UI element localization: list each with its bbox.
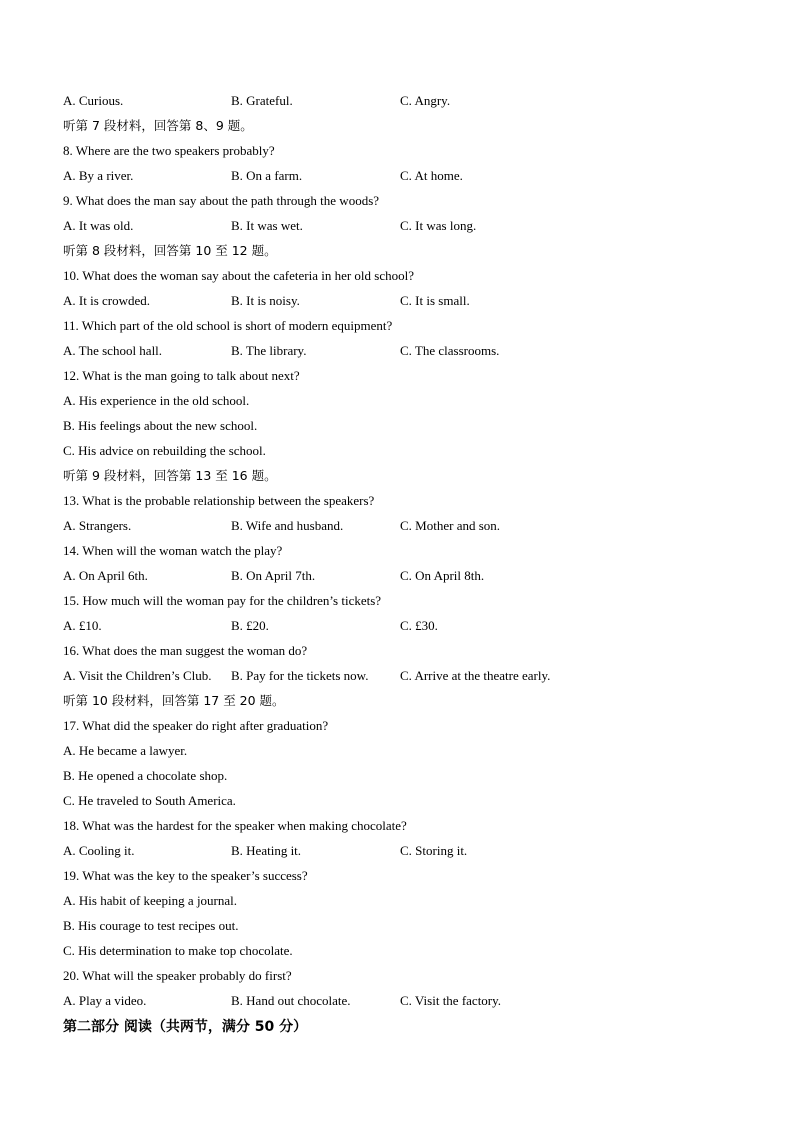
option-b: B. Pay for the tickets now. [231, 668, 369, 683]
option-b: B. It is noisy. [231, 293, 300, 308]
option-a: A. £10. [63, 618, 102, 633]
option-b: B. Heating it. [231, 843, 302, 858]
option-a: A. It is crowded. [63, 293, 151, 308]
option-c: C. Mother and son. [400, 518, 501, 533]
answer-options-row [63, 88, 743, 113]
option-b: B. The library. [231, 343, 307, 358]
answer-option-line: B. He opened a chocolate shop. [63, 768, 228, 783]
option-a: A. Cooling it. [63, 843, 135, 858]
answer-option-line: B. His feelings about the new school. [63, 418, 258, 433]
question-text: 10. What does the woman say about the cafeteria in her old school? [63, 268, 415, 283]
question-text: 12. What is the man going to talk about next? [63, 368, 300, 383]
option-b: B. Wife and husband. [231, 518, 344, 533]
answer-option-line: C. His advice on rebuilding the school. [63, 443, 266, 458]
question-text: 14. When will the woman watch the play? [63, 543, 283, 558]
option-c: C. Angry. [400, 93, 451, 108]
option-a: A. Strangers. [63, 518, 132, 533]
answer-options-row [63, 338, 743, 363]
question-text: 9. What does the man say about the path through the woods? [63, 193, 380, 208]
question-text: 15. How much will the woman pay for the children’s tickets? [63, 593, 382, 608]
option-c: C. £30. [400, 618, 438, 633]
answer-option-line: C. He traveled to South America. [63, 793, 236, 808]
question-text: 19. What was the key to the speaker’s success? [63, 868, 308, 883]
answer-options-row [63, 563, 743, 588]
option-c: C. Storing it. [400, 843, 468, 858]
question-text: 13. What is the probable relationship between the speakers? [63, 493, 375, 508]
question-text: 20. What will the speaker probably do first? [63, 968, 292, 983]
option-c: C. Visit the factory. [400, 993, 502, 1008]
option-c: C. The classrooms. [400, 343, 500, 358]
question-text: 16. What does the man suggest the woman do? [63, 643, 308, 658]
option-a: A. Play a video. [63, 993, 147, 1008]
answer-options-row [63, 613, 743, 638]
listening-instruction: 听第 8 段材料，回答第 10 至 12 题。 [63, 243, 277, 258]
option-b: B. Grateful. [231, 93, 293, 108]
exam-page [63, 88, 743, 1041]
option-a: A. Visit the Children’s Club. [63, 668, 212, 683]
answer-options-row [63, 513, 743, 538]
option-b: B. On April 7th. [231, 568, 316, 583]
question-text: 8. Where are the two speakers probably? [63, 143, 275, 158]
answer-option-line: A. His habit of keeping a journal. [63, 893, 238, 908]
option-c: C. Arrive at the theatre early. [400, 668, 551, 683]
option-c: C. It is small. [400, 293, 470, 308]
answer-options-row [63, 213, 743, 238]
option-b: B. It was wet. [231, 218, 303, 233]
answer-option-line: A. His experience in the old school. [63, 393, 250, 408]
answer-options-row [63, 163, 743, 188]
option-a: A. The school hall. [63, 343, 163, 358]
listening-instruction: 听第 10 段材料，回答第 17 至 20 题。 [63, 693, 285, 708]
question-text: 17. What did the speaker do right after graduation? [63, 718, 329, 733]
question-text: 11. Which part of the old school is short of modern equipment? [63, 318, 393, 333]
option-c: C. On April 8th. [400, 568, 485, 583]
listening-instruction: 听第 9 段材料，回答第 13 至 16 题。 [63, 468, 277, 483]
option-c: C. It was long. [400, 218, 477, 233]
option-b: B. Hand out chocolate. [231, 993, 351, 1008]
answer-options-row [63, 663, 743, 688]
answer-option-line: A. He became a lawyer. [63, 743, 188, 758]
option-a: A. By a river. [63, 168, 134, 183]
section-title: 第二部分 阅读（共两节，满分 50 分） [63, 1019, 308, 1035]
listening-instruction: 听第 7 段材料，回答第 8、9 题。 [63, 118, 253, 133]
answer-options-row [63, 288, 743, 313]
option-a: A. Curious. [63, 93, 124, 108]
answer-option-line: C. His determination to make top chocolate. [63, 943, 293, 958]
answer-option-line: B. His courage to test recipes out. [63, 918, 239, 933]
option-a: A. It was old. [63, 218, 134, 233]
answer-options-row [63, 988, 743, 1013]
option-b: B. On a farm. [231, 168, 303, 183]
option-a: A. On April 6th. [63, 568, 148, 583]
question-text: 18. What was the hardest for the speaker when making chocolate? [63, 818, 407, 833]
answer-options-row [63, 838, 743, 863]
question-list [63, 88, 743, 1013]
option-b: B. £20. [231, 618, 269, 633]
option-c: C. At home. [400, 168, 463, 183]
